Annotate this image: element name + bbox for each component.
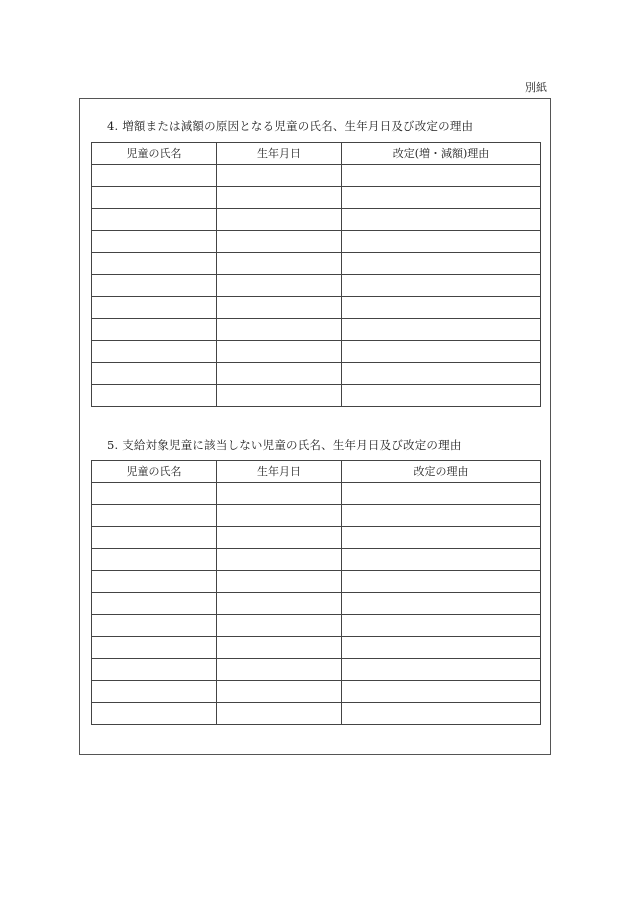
cell-child-name [92,615,217,637]
table-row [92,341,541,363]
column-header-child-name: 児童の氏名 [92,461,217,483]
cell-reason [342,253,541,275]
column-header-reason: 改定の理由 [342,461,541,483]
cell-reason [342,363,541,385]
column-header-reason: 改定(増・減額)理由 [342,143,541,165]
table-row [92,483,541,505]
table-row [92,527,541,549]
cell-birthdate [217,297,342,319]
cell-reason [342,637,541,659]
cell-birthdate [217,527,342,549]
cell-birthdate [217,231,342,253]
table-row [92,593,541,615]
cell-birthdate [217,275,342,297]
cell-birthdate [217,253,342,275]
cell-child-name [92,571,217,593]
cell-child-name [92,297,217,319]
cell-birthdate [217,363,342,385]
table-row [92,681,541,703]
cell-child-name [92,253,217,275]
cell-child-name [92,483,217,505]
cell-reason [342,571,541,593]
column-header-birthdate: 生年月日 [217,461,342,483]
section-4-table [91,142,541,407]
cell-reason [342,165,541,187]
cell-birthdate [217,341,342,363]
cell-reason [342,549,541,571]
table-header-row [92,461,541,483]
cell-reason [342,527,541,549]
table-row [92,363,541,385]
table-row [92,703,541,725]
cell-birthdate [217,165,342,187]
cell-child-name [92,703,217,725]
cell-birthdate [217,571,342,593]
cell-child-name [92,209,217,231]
section-5-table [91,460,541,725]
table-row [92,275,541,297]
attachment-label: 別紙 [525,81,547,94]
table-row [92,187,541,209]
cell-reason [342,297,541,319]
table-row [92,505,541,527]
cell-reason [342,615,541,637]
table-row [92,253,541,275]
table-row [92,297,541,319]
cell-birthdate [217,385,342,407]
table-row [92,165,541,187]
cell-child-name [92,319,217,341]
table-header-row [92,143,541,165]
table-row [92,571,541,593]
cell-reason [342,341,541,363]
cell-birthdate [217,319,342,341]
table-row [92,615,541,637]
section-5-heading: 5. 支給対象児童に該当しない児童の氏名、生年月日及び改定の理由 [107,438,462,452]
cell-child-name [92,637,217,659]
cell-reason [342,659,541,681]
table-row [92,319,541,341]
cell-reason [342,187,541,209]
cell-reason [342,319,541,341]
cell-birthdate [217,187,342,209]
cell-child-name [92,505,217,527]
cell-birthdate [217,637,342,659]
cell-reason [342,681,541,703]
cell-child-name [92,593,217,615]
cell-child-name [92,527,217,549]
cell-reason [342,275,541,297]
cell-child-name [92,659,217,681]
table-row [92,231,541,253]
cell-birthdate [217,615,342,637]
section-4-heading: 4. 増額または減額の原因となる児童の氏名、生年月日及び改定の理由 [107,119,474,133]
table-row [92,385,541,407]
cell-reason [342,593,541,615]
cell-reason [342,209,541,231]
column-header-birthdate: 生年月日 [217,143,342,165]
cell-birthdate [217,593,342,615]
cell-child-name [92,341,217,363]
cell-reason [342,483,541,505]
table-row [92,637,541,659]
cell-birthdate [217,483,342,505]
table-row [92,659,541,681]
cell-birthdate [217,681,342,703]
cell-child-name [92,165,217,187]
column-header-child-name: 児童の氏名 [92,143,217,165]
table-row [92,209,541,231]
cell-reason [342,385,541,407]
cell-child-name [92,681,217,703]
cell-birthdate [217,209,342,231]
table-row [92,549,541,571]
cell-reason [342,505,541,527]
cell-child-name [92,187,217,209]
cell-birthdate [217,659,342,681]
cell-child-name [92,275,217,297]
cell-birthdate [217,505,342,527]
cell-child-name [92,231,217,253]
cell-reason [342,703,541,725]
cell-reason [342,231,541,253]
cell-child-name [92,385,217,407]
cell-birthdate [217,549,342,571]
cell-child-name [92,549,217,571]
cell-child-name [92,363,217,385]
cell-birthdate [217,703,342,725]
